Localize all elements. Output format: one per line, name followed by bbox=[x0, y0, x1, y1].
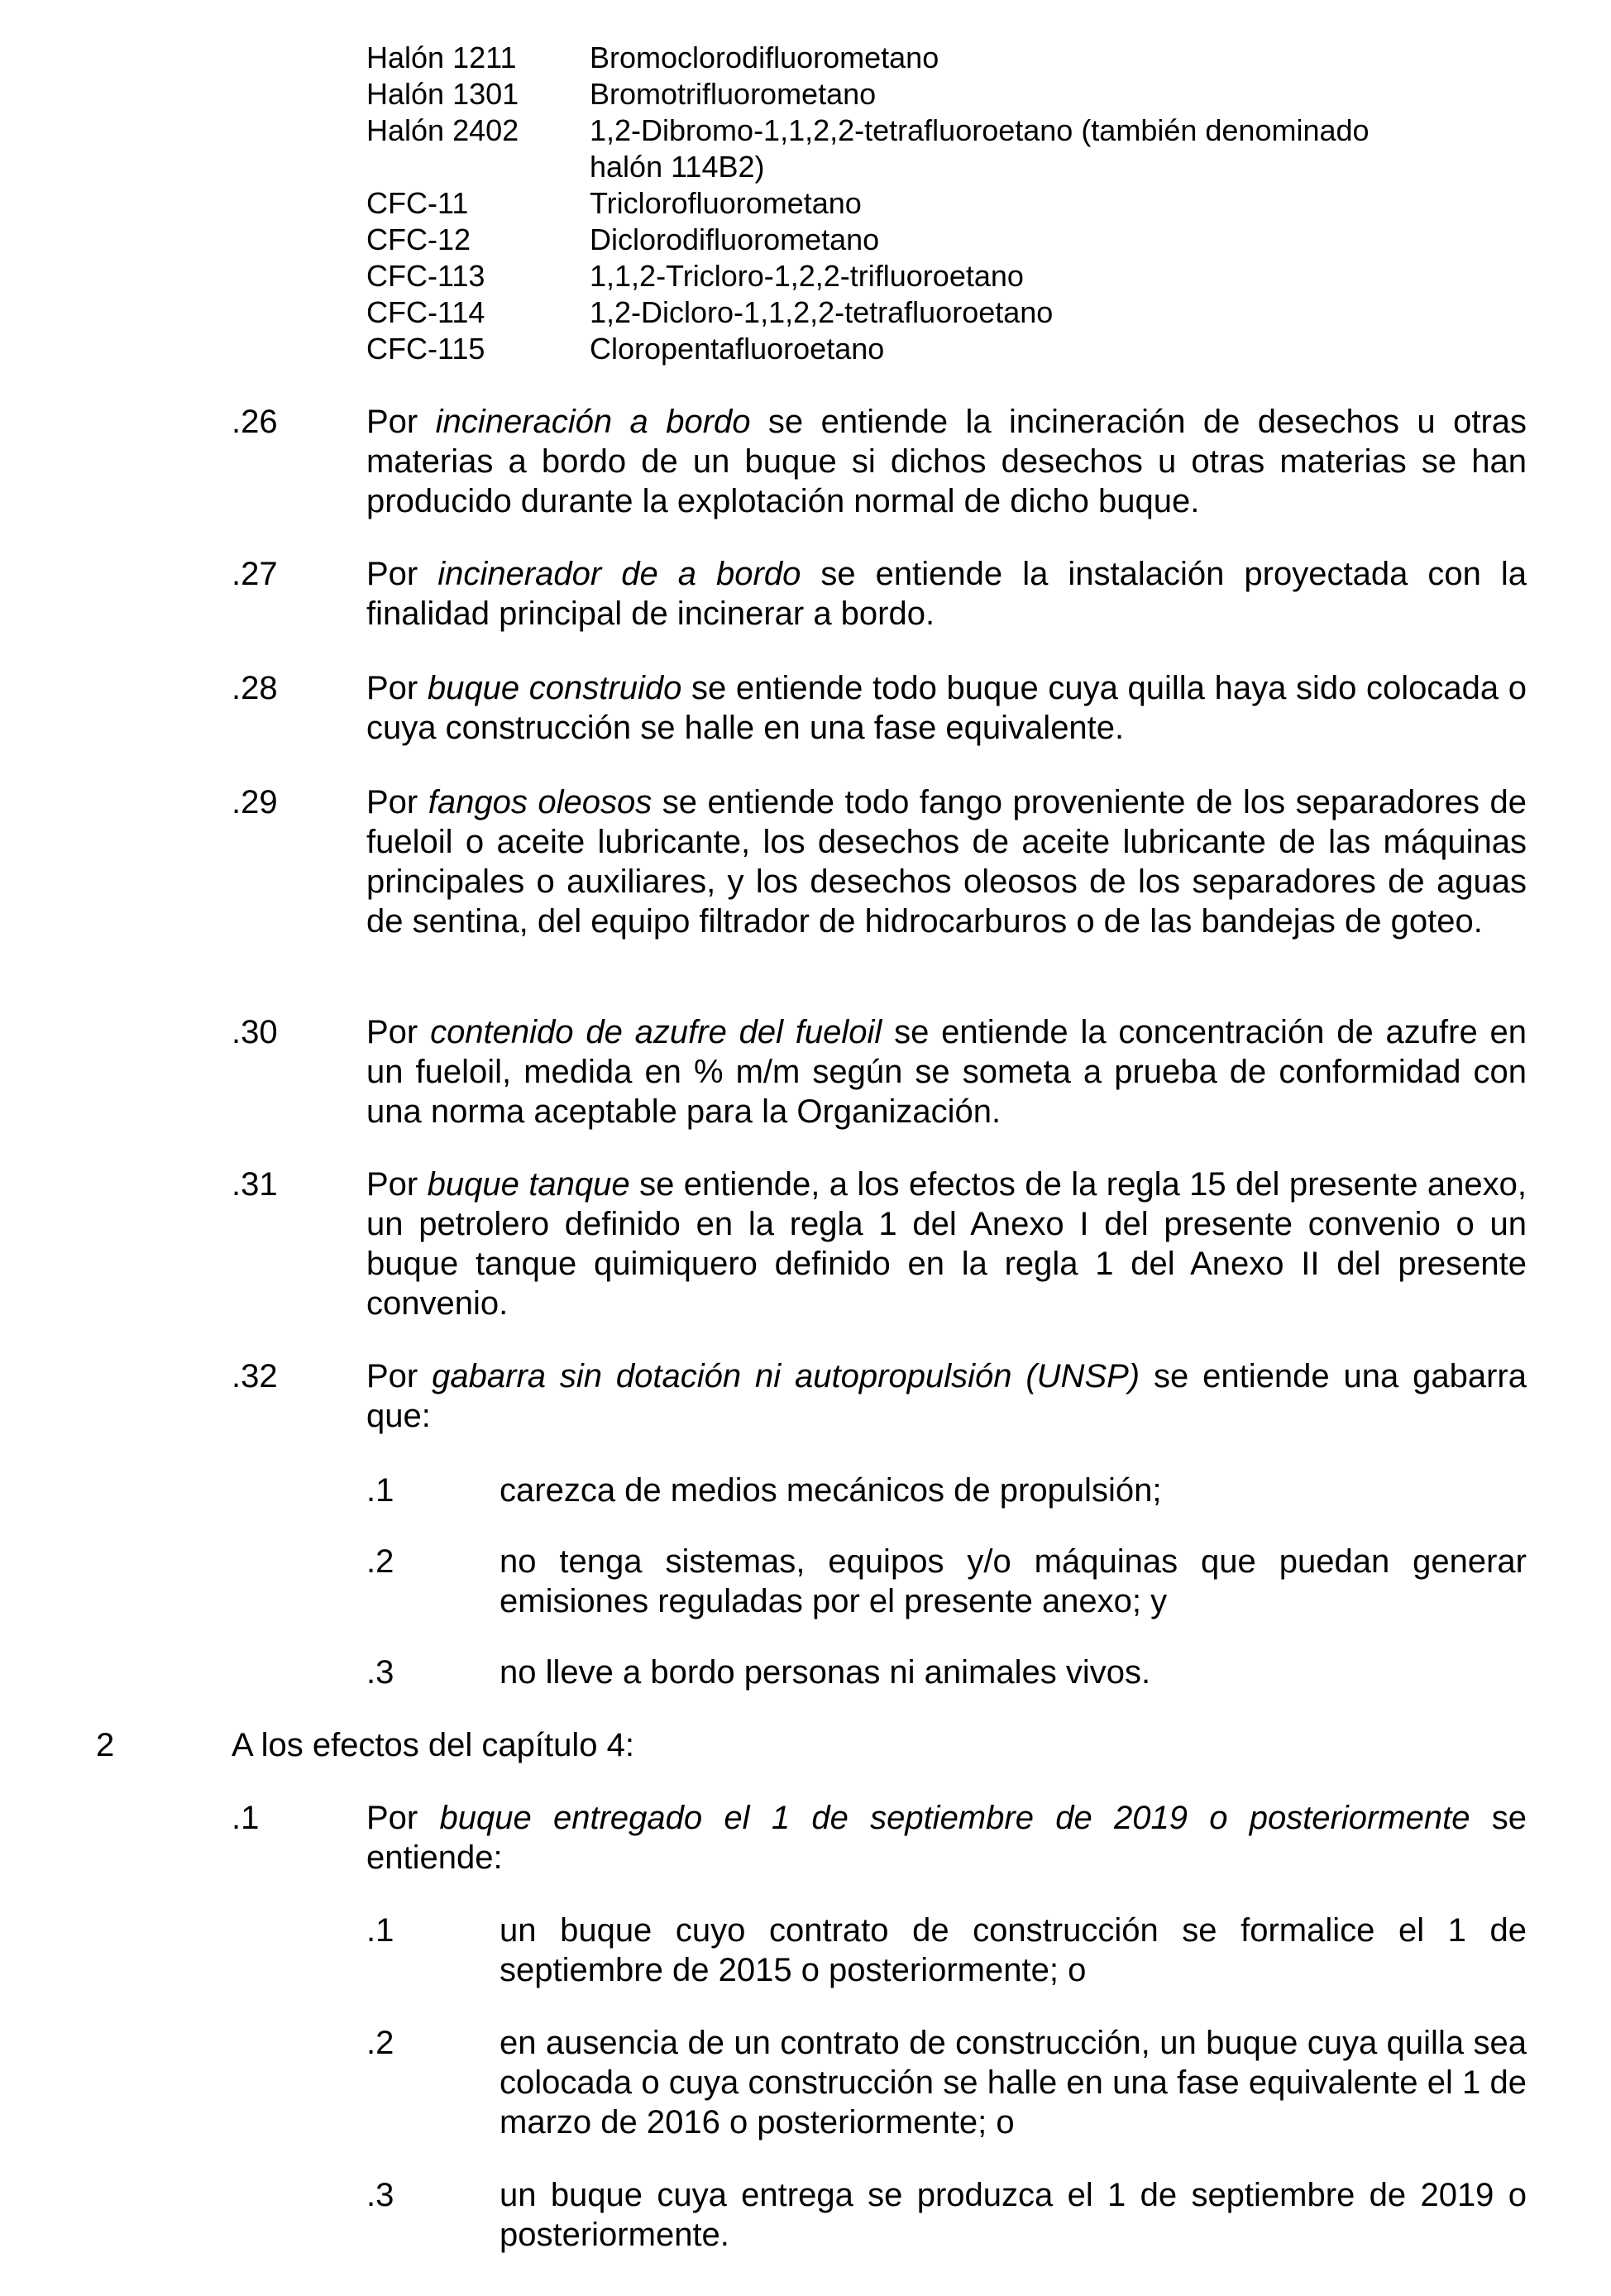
definition-text bbox=[366, 554, 1527, 634]
substance-name: Bromotrifluorometano bbox=[590, 77, 877, 111]
definition-body: se entiende, a los efectos de la regla 15 del presente anexo, un petrolero definido en la regla 1 del Anexo I del presente convenio o un buque tanque quimiquero definido en la regla 1 del Anexo II del presente convenio. bbox=[366, 1166, 1527, 1322]
substance-row bbox=[366, 112, 1458, 185]
sub-item-text: un buque cuya entrega se produzca el 1 de septiembre de 2019 o posteriormente. bbox=[500, 2177, 1527, 2253]
substance-code: CFC-113 bbox=[366, 259, 485, 293]
section-heading: A los efectos del capítulo 4: bbox=[232, 1727, 634, 1763]
definition-prefix: Por bbox=[366, 1166, 428, 1203]
definition-text bbox=[366, 668, 1527, 748]
sub-item-text: en ausencia de un contrato de construcción, un buque cuya quilla sea colocada o cuya construcción se halle en una fase equivalente el 1 de marzo de 2016 o posteriormente; o bbox=[500, 2025, 1527, 2141]
substance-table bbox=[366, 40, 1458, 367]
substance-row bbox=[366, 331, 1458, 367]
substance-name: Triclorofluorometano bbox=[590, 186, 862, 220]
defined-term: incinerador de a bordo bbox=[437, 556, 801, 592]
definition-text bbox=[366, 1356, 1527, 1436]
definition-body: se entiende: bbox=[366, 1800, 1527, 1876]
sub-item-number: .2 bbox=[366, 2025, 394, 2061]
definition-number: .1 bbox=[232, 1800, 260, 1836]
substance-name: 1,2-Dicloro-1,1,2,2-tetrafluoroetano bbox=[590, 295, 1054, 329]
definition-prefix: Por bbox=[366, 404, 436, 440]
substance-name: Diclorodifluorometano bbox=[590, 222, 880, 256]
defined-term: buque entregado el 1 de septiembre de 2019 o posteriormente bbox=[439, 1800, 1470, 1836]
definition-prefix: Por bbox=[366, 784, 428, 820]
defined-term: incineración a bordo bbox=[435, 404, 751, 440]
substance-name: Bromoclorodifluorometano bbox=[590, 41, 939, 74]
definition-body: se entiende la incineración de desechos u otras materias a bordo de un buque si dichos desechos u otras materias se han producido durante la explotación normal de dicho buque. bbox=[366, 404, 1527, 519]
definition-prefix: Por bbox=[366, 1800, 440, 1836]
substance-row bbox=[366, 294, 1458, 331]
substance-code: Halón 1211 bbox=[366, 41, 517, 74]
substance-row bbox=[366, 185, 1458, 222]
substance-row bbox=[366, 222, 1458, 258]
definition-body: se entiende todo buque cuya quilla haya sido colocada o cuya construcción se halle en una fase equivalente. bbox=[366, 670, 1527, 746]
definition-number: .31 bbox=[232, 1166, 278, 1203]
substance-code: CFC-11 bbox=[366, 186, 469, 220]
defined-term: fangos oleosos bbox=[428, 784, 653, 820]
section-number: 2 bbox=[96, 1727, 115, 1763]
substance-row bbox=[366, 76, 1458, 112]
definition-body: se entiende todo fango proveniente de los separadores de fueloil o aceite lubricante, los desechos de aceite lubricante de las máquinas principales o auxiliares, y los desechos oleosos de los separadores de aguas de sentina, del equipo filtrador de hidrocarburos o de las bandejas de goteo. bbox=[366, 784, 1527, 940]
sub-item-number: .3 bbox=[366, 2177, 394, 2213]
sub-item-number: .2 bbox=[366, 1543, 394, 1580]
defined-term: buque construido bbox=[427, 670, 682, 706]
sub-item-text: un buque cuyo contrato de construcción se formalice el 1 de septiembre de 2015 o posteriormente; o bbox=[500, 1912, 1527, 1988]
definition-prefix: Por bbox=[366, 670, 428, 706]
definition-text bbox=[366, 402, 1527, 521]
definition-number: .30 bbox=[232, 1014, 278, 1050]
definition-number: .26 bbox=[232, 404, 278, 440]
definition-number: .27 bbox=[232, 556, 278, 592]
sub-item-number: .1 bbox=[366, 1912, 394, 1949]
sub-item-text: no tenga sistemas, equipos y/o máquinas que puedan generar emisiones reguladas por el presente anexo; y bbox=[500, 1543, 1527, 1619]
definition-text bbox=[366, 782, 1527, 941]
substance-code: CFC-115 bbox=[366, 332, 485, 366]
definition-body: se entiende una gabarra que: bbox=[366, 1358, 1527, 1434]
substance-name: 1,2-Dibromo-1,1,2,2-tetrafluoroetano (también denominado halón 114B2) bbox=[590, 113, 1370, 184]
definition-text bbox=[366, 1165, 1527, 1323]
definition-text bbox=[366, 1012, 1527, 1131]
substance-name: 1,1,2-Tricloro-1,2,2-trifluoroetano bbox=[590, 259, 1024, 293]
substance-code: Halón 2402 bbox=[366, 113, 519, 147]
defined-term: buque tanque bbox=[427, 1166, 630, 1203]
definition-body: se entiende la concentración de azufre en un fueloil, medida en % m/m según se someta a prueba de conformidad con una norma aceptable para la Organización. bbox=[366, 1014, 1527, 1130]
defined-term: gabarra sin dotación ni autopropulsión (UNSP) bbox=[432, 1358, 1140, 1394]
substance-code: CFC-114 bbox=[366, 295, 485, 329]
sub-item-text: carezca de medios mecánicos de propulsión; bbox=[500, 1472, 1162, 1509]
defined-term: contenido de azufre del fueloil bbox=[430, 1014, 882, 1050]
definition-body: se entiende la instalación proyectada con la finalidad principal de incinerar a bordo. bbox=[366, 556, 1527, 632]
definition-prefix: Por bbox=[366, 1358, 433, 1394]
sub-item-number: .1 bbox=[366, 1472, 394, 1509]
substance-name: Cloropentafluoroetano bbox=[590, 332, 885, 366]
definition-number: .32 bbox=[232, 1358, 278, 1394]
definition-number: .29 bbox=[232, 784, 278, 820]
sub-item-text: no lleve a bordo personas ni animales vivos. bbox=[500, 1654, 1151, 1691]
definition-prefix: Por bbox=[366, 556, 438, 592]
definition-prefix: Por bbox=[366, 1014, 431, 1050]
substance-code: Halón 1301 bbox=[366, 77, 519, 111]
substance-row bbox=[366, 40, 1458, 76]
sub-item-number: .3 bbox=[366, 1654, 394, 1691]
definition-number: .28 bbox=[232, 670, 278, 706]
substance-row bbox=[366, 258, 1458, 294]
substance-code: CFC-12 bbox=[366, 222, 471, 256]
definition-text bbox=[366, 1798, 1527, 1877]
